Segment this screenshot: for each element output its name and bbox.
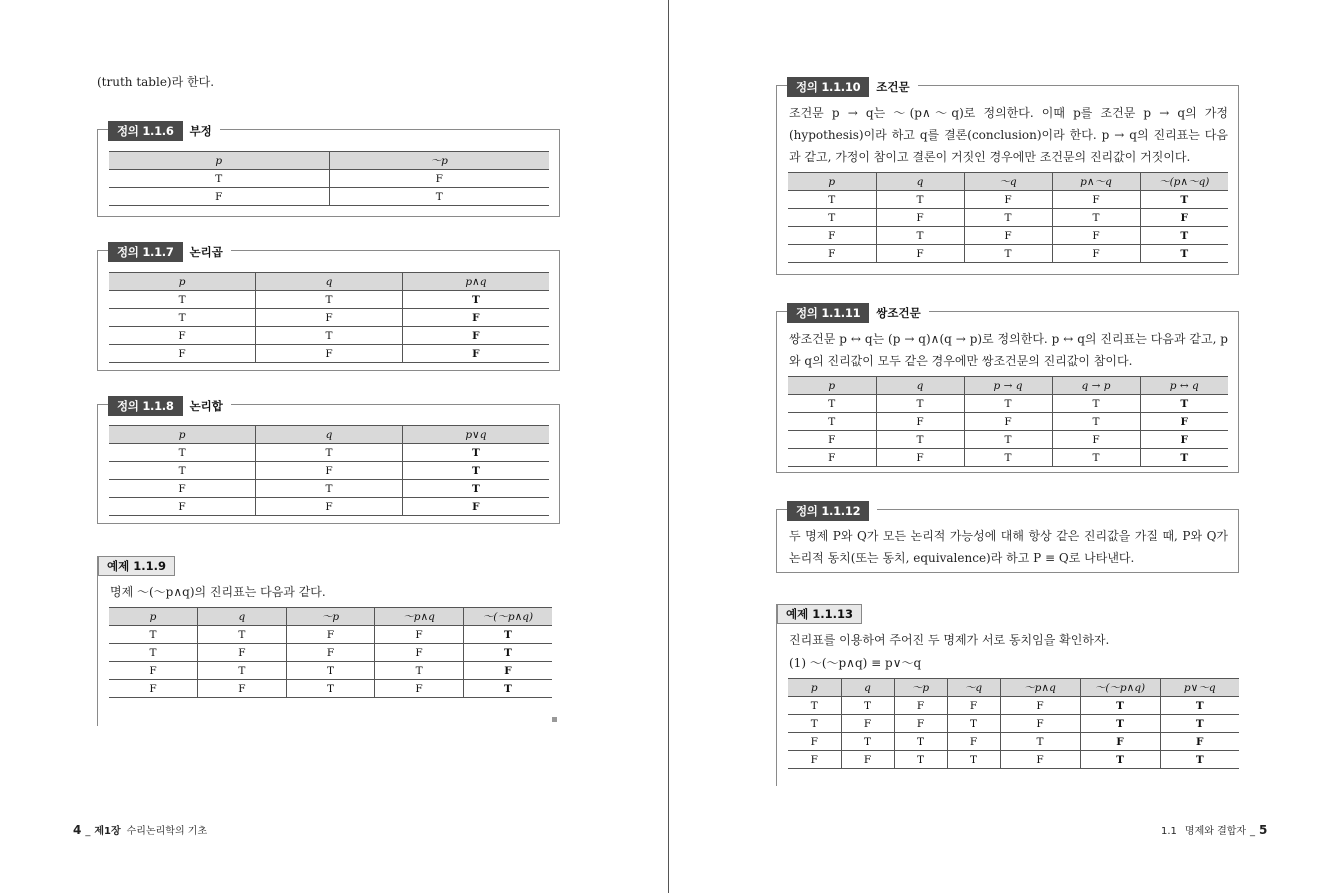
table-cell: T [788,395,876,413]
table-row [109,309,549,327]
table-cell: F [375,680,464,698]
table-header-row [109,152,549,170]
table-header-row [109,608,552,626]
table-cell: F [1080,733,1160,751]
table-cell: T [286,680,375,698]
table-header: p → q [964,377,1052,395]
table-header-row [788,679,1239,697]
definition-title: 부정 [189,124,212,138]
table-header: p [788,377,876,395]
table-cell: F [402,345,549,363]
example-1-1-9 [97,556,560,726]
example-text: 진리표를 이용하여 주어진 두 명제가 서로 동치임을 확인하자. [789,633,1110,647]
table-row [788,413,1228,431]
table-cell: T [1052,395,1140,413]
table-cell: T [402,480,549,498]
table-header: q [876,377,964,395]
table-cell: T [463,644,552,662]
table-row [109,644,552,662]
truth-table-example-1-1-13 [788,678,1239,769]
table-cell: F [876,245,964,263]
table-cell: T [964,449,1052,467]
table-cell: T [788,715,841,733]
table-cell: T [1052,209,1140,227]
truth-table-negation [109,151,549,206]
table-cell: T [463,680,552,698]
table-header: p∧～q [1052,173,1140,191]
table-cell: T [109,170,329,188]
table-cell: F [109,498,256,516]
definition-header [787,77,918,97]
footer-separator: _ [85,826,91,837]
table-header: ～p [286,608,375,626]
definition-1-1-11 [776,306,1239,473]
table-cell: F [1000,697,1080,715]
table-cell: F [788,733,841,751]
table-header: p [109,608,198,626]
table-cell: T [1080,751,1160,769]
table-cell: F [894,715,947,733]
table-cell: F [964,227,1052,245]
table-cell: T [1160,751,1239,769]
table-cell: T [109,444,256,462]
definition-title: 쌍조건문 [876,306,921,320]
chapter-title: 수리논리학의 기초 [126,826,208,837]
truth-table-conjunction [109,272,549,363]
definition-tag: 정의 1.1.11 [787,303,869,323]
definition-tag: 정의 1.1.12 [787,501,869,521]
definition-text: 조건문 p → q는 ～(p∧～q)로 정의한다. 이때 p를 조건문 p → q의 가정(hypothesis)이라 하고 q를 결론(conclusion)이라 한다. p → q의 진리표는 다음과 같고, 가정이 참이고 결론이 거짓인 경우에만 조건문의 진리값이 거짓이다. [789,106,1228,164]
table-cell: T [964,395,1052,413]
page-number: 4 [73,823,82,837]
definition-header [108,396,231,416]
table-header: p [109,273,256,291]
table-cell: T [402,444,549,462]
table-cell: F [1160,733,1239,751]
table-row [109,498,549,516]
table-cell: T [841,697,894,715]
intro-text: (truth table)라 한다. [97,75,215,89]
chapter-label: 제1장 [94,826,121,837]
table-cell: F [402,327,549,345]
table-cell: T [1160,715,1239,733]
table-header: q [256,273,403,291]
table-header: ～p∧q [1000,679,1080,697]
table-row [788,209,1228,227]
table-cell: F [109,662,198,680]
table-header: q [841,679,894,697]
table-row [109,680,552,698]
table-cell: T [1052,413,1140,431]
table-cell: T [964,209,1052,227]
table-row [788,733,1239,751]
table-header: ～p∧q [375,608,464,626]
table-header: q [876,173,964,191]
truth-table-conditional [788,172,1228,263]
table-cell: F [402,498,549,516]
table-cell: F [198,644,287,662]
table-cell: T [876,395,964,413]
table-cell: T [1080,697,1160,715]
definition-tag: 정의 1.1.10 [787,77,869,97]
table-cell: F [1000,751,1080,769]
table-row [109,188,549,206]
table-header: q [198,608,287,626]
table-cell: F [1140,431,1228,449]
table-header-row [109,426,549,444]
table-cell: T [1140,245,1228,263]
definition-header [108,121,220,141]
table-cell: F [1000,715,1080,733]
table-cell: F [1052,431,1140,449]
table-header: p [788,679,841,697]
table-cell: F [1052,245,1140,263]
table-cell: T [198,662,287,680]
table-cell: T [876,431,964,449]
table-cell: T [876,227,964,245]
table-cell: T [894,751,947,769]
left-page [0,0,668,893]
table-cell: F [876,413,964,431]
table-cell: T [947,751,1000,769]
table-cell: F [256,345,403,363]
definition-text: 쌍조건문 p ↔ q는 (p → q)∧(q → p)로 정의한다. p ↔ q의 진리표는 다음과 같고, p와 q의 진리값이 모두 같은 경우에만 쌍조건문의 진리값이 참이다. [789,332,1228,368]
table-cell: T [198,626,287,644]
example-tag: 예제 1.1.13 [777,604,862,624]
table-cell: T [109,309,256,327]
table-cell: F [463,662,552,680]
table-header: p [109,152,329,170]
table-cell: F [1052,191,1140,209]
table-cell: T [1140,227,1228,245]
table-cell: T [109,291,256,309]
table-cell: F [841,751,894,769]
table-cell: F [198,680,287,698]
table-cell: T [947,715,1000,733]
table-cell: F [1140,413,1228,431]
table-cell: T [463,626,552,644]
definition-1-1-8 [97,399,560,524]
table-cell: F [788,227,876,245]
definition-tag: 정의 1.1.7 [108,242,183,262]
table-cell: F [894,697,947,715]
table-row [788,227,1228,245]
table-cell: T [329,188,549,206]
right-page [669,0,1337,893]
definition-header [787,303,929,323]
definition-title: 논리합 [189,399,223,413]
table-cell: F [109,345,256,363]
table-cell: T [375,662,464,680]
truth-table-example-1-1-9 [109,607,552,698]
table-cell: F [947,733,1000,751]
table-header: ～p [329,152,549,170]
example-text: 명제 ～(～p∧q)의 진리표는 다음과 같다. [110,585,326,599]
definition-header [787,501,877,521]
end-of-example-mark [552,717,557,722]
table-cell: F [876,209,964,227]
right-footer [1161,822,1267,837]
table-cell: T [964,245,1052,263]
table-header: ～q [964,173,1052,191]
table-header: ～(～p∧q) [463,608,552,626]
table-cell: F [256,498,403,516]
example-1-1-13 [776,604,1239,786]
definition-tag: 정의 1.1.8 [108,396,183,416]
table-cell: T [1140,449,1228,467]
table-header: p [788,173,876,191]
table-row [109,345,549,363]
table-row [109,480,549,498]
table-cell: F [329,170,549,188]
definition-1-1-12 [776,504,1239,573]
table-row [109,291,549,309]
table-row [788,245,1228,263]
table-cell: F [402,309,549,327]
table-cell: F [375,626,464,644]
table-header: p∨q [402,426,549,444]
table-header-row [109,273,549,291]
table-cell: T [1052,449,1140,467]
table-cell: T [109,462,256,480]
table-cell: F [375,644,464,662]
table-cell: T [109,644,198,662]
example-item: (1) ～(～p∧q) ≡ p∨～q [789,656,922,670]
table-cell: T [256,444,403,462]
table-header: q → p [1052,377,1140,395]
definition-header [108,242,231,262]
definition-1-1-10 [776,80,1239,275]
table-row [788,449,1228,467]
table-cell: T [1140,191,1228,209]
table-cell: T [286,662,375,680]
table-cell: T [1000,733,1080,751]
table-cell: T [894,733,947,751]
table-cell: F [109,188,329,206]
table-cell: F [109,480,256,498]
table-cell: T [964,431,1052,449]
table-header: p [109,426,256,444]
table-cell: T [788,697,841,715]
definition-tag: 정의 1.1.6 [108,121,183,141]
footer-separator: _ [1250,826,1256,837]
example-tag: 예제 1.1.9 [98,556,175,576]
table-header: ～p [894,679,947,697]
table-cell: F [1140,209,1228,227]
table-row [788,697,1239,715]
definition-title: 논리곱 [189,245,223,259]
table-cell: T [841,733,894,751]
table-cell: T [256,291,403,309]
truth-table-disjunction [109,425,549,516]
table-cell: F [788,449,876,467]
table-header-row [788,173,1228,191]
table-row [109,662,552,680]
table-cell: F [109,327,256,345]
table-header: ～q [947,679,1000,697]
table-cell: T [788,413,876,431]
table-cell: T [109,626,198,644]
table-row [109,170,549,188]
table-row [788,191,1228,209]
table-cell: T [788,191,876,209]
table-header: q [256,426,403,444]
left-footer [73,822,207,837]
table-header-row [788,377,1228,395]
table-cell: T [256,327,403,345]
table-cell: F [788,751,841,769]
table-cell: T [1080,715,1160,733]
definition-1-1-6 [97,124,560,217]
table-cell: T [788,209,876,227]
table-cell: F [964,191,1052,209]
table-row [109,626,552,644]
table-cell: F [286,626,375,644]
table-cell: F [876,449,964,467]
page-number: 5 [1259,823,1268,837]
table-cell: T [402,291,549,309]
table-header: p∧q [402,273,549,291]
table-cell: F [964,413,1052,431]
table-row [109,327,549,345]
table-row [788,395,1228,413]
table-cell: F [788,431,876,449]
table-cell: T [256,480,403,498]
table-cell: F [841,715,894,733]
table-cell: F [1052,227,1140,245]
table-header: p ↔ q [1140,377,1228,395]
table-cell: F [109,680,198,698]
table-cell: T [1160,697,1239,715]
table-header: ～(p∧～q) [1140,173,1228,191]
table-row [109,444,549,462]
table-cell: F [788,245,876,263]
table-cell: T [402,462,549,480]
definition-1-1-7 [97,245,560,371]
table-header: ～(～p∧q) [1080,679,1160,697]
table-cell: F [256,462,403,480]
table-row [788,715,1239,733]
definition-text: 두 명제 P와 Q가 모든 논리적 가능성에 대해 항상 같은 진리값을 가질 때, P와 Q가 논리적 동치(또는 동치, equivalence)라 하고 P ≡ Q로 나타낸다. [789,529,1228,565]
table-cell: F [256,309,403,327]
table-cell: F [947,697,1000,715]
section-title: 명제와 결합자 [1184,826,1247,837]
table-row [788,431,1228,449]
table-header: p∨～q [1160,679,1239,697]
table-cell: T [876,191,964,209]
table-row [109,462,549,480]
table-cell: T [1140,395,1228,413]
truth-table-biconditional [788,376,1228,467]
table-row [788,751,1239,769]
definition-title: 조건문 [876,80,910,94]
table-cell: F [286,644,375,662]
section-number: 1.1 [1161,826,1177,837]
